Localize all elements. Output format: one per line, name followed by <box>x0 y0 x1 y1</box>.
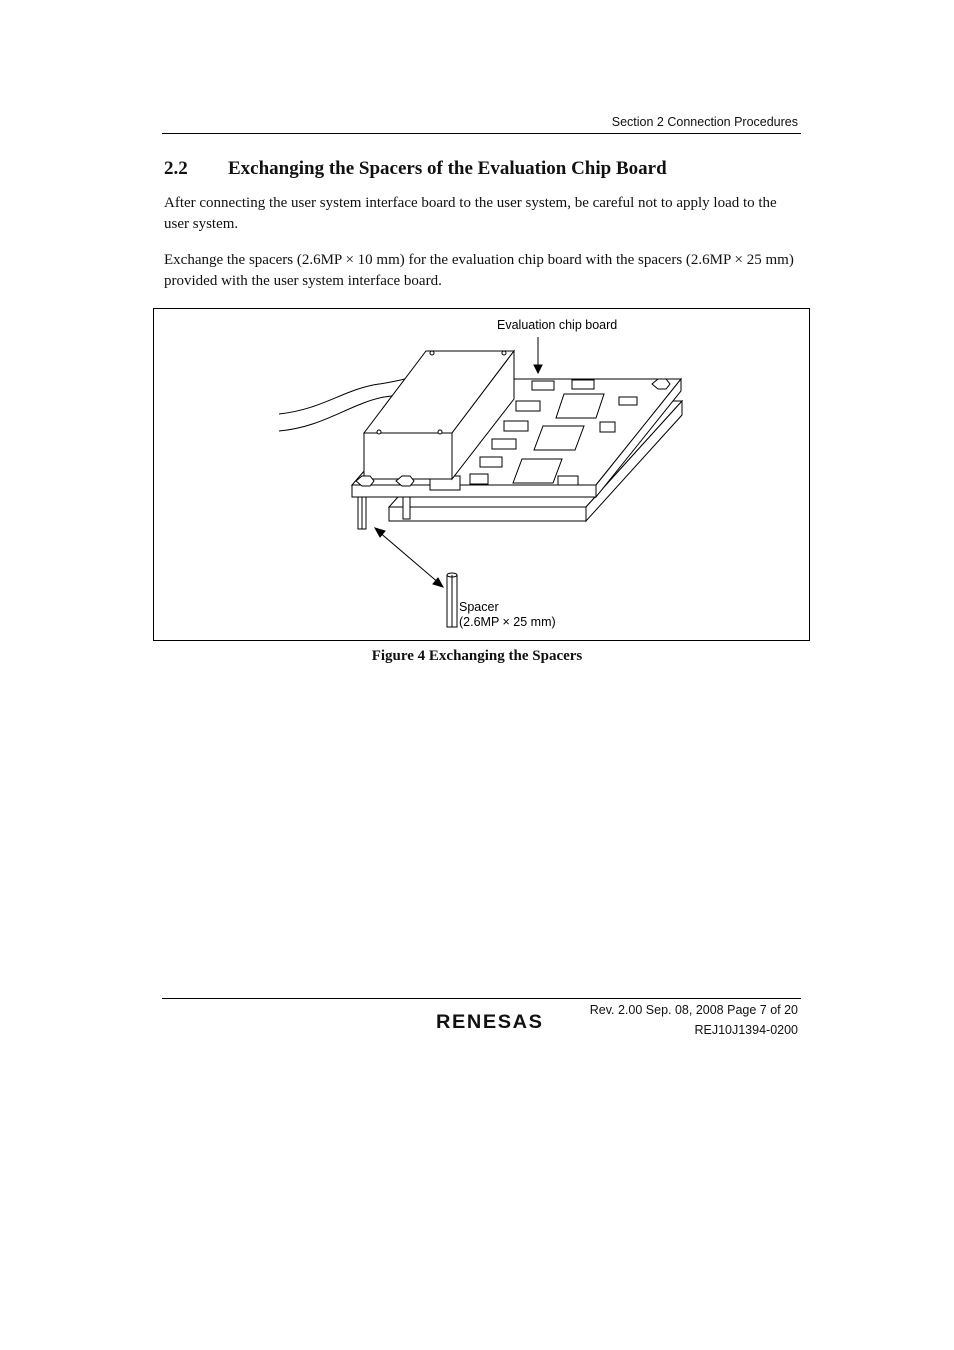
figure-caption: Figure 4 Exchanging the Spacers <box>371 648 583 664</box>
figure-frame <box>153 308 810 641</box>
spacer-size-label: (2.6MP × 25 mm) <box>459 615 556 629</box>
footer-doc-number: REJ10J1394-0200 <box>694 1023 798 1037</box>
body-paragraph-2: Exchange the spacers (2.6MP × 10 mm) for the evaluation chip board with the spacers (2.6MP × 25 mm) provided with the user system interface board. <box>164 252 794 289</box>
section-title: Exchanging the Spacers of the Evaluation Chip Board <box>228 158 667 179</box>
spacer-exchange-illustration <box>154 309 809 640</box>
section-heading <box>164 158 667 180</box>
footer-revision: Rev. 2.00 Sep. 08, 2008 Page 7 of 20 <box>589 1003 798 1017</box>
spacer-label: Spacer <box>459 600 499 614</box>
board-label-arrow <box>534 337 542 373</box>
renesas-logo: RENESAS <box>436 1012 544 1033</box>
exchange-arrow <box>375 528 443 587</box>
header-rule <box>162 133 801 134</box>
footer-rule <box>162 998 801 999</box>
long-spacer <box>447 573 457 627</box>
section-number: 2.2 <box>164 158 188 179</box>
body-paragraph-1: After connecting the user system interface board to the user system, be careful not to apply load to the user system. <box>164 195 777 232</box>
evaluation-chip-board-label: Evaluation chip board <box>497 318 618 332</box>
running-header: Section 2 Connection Procedures <box>611 115 798 129</box>
